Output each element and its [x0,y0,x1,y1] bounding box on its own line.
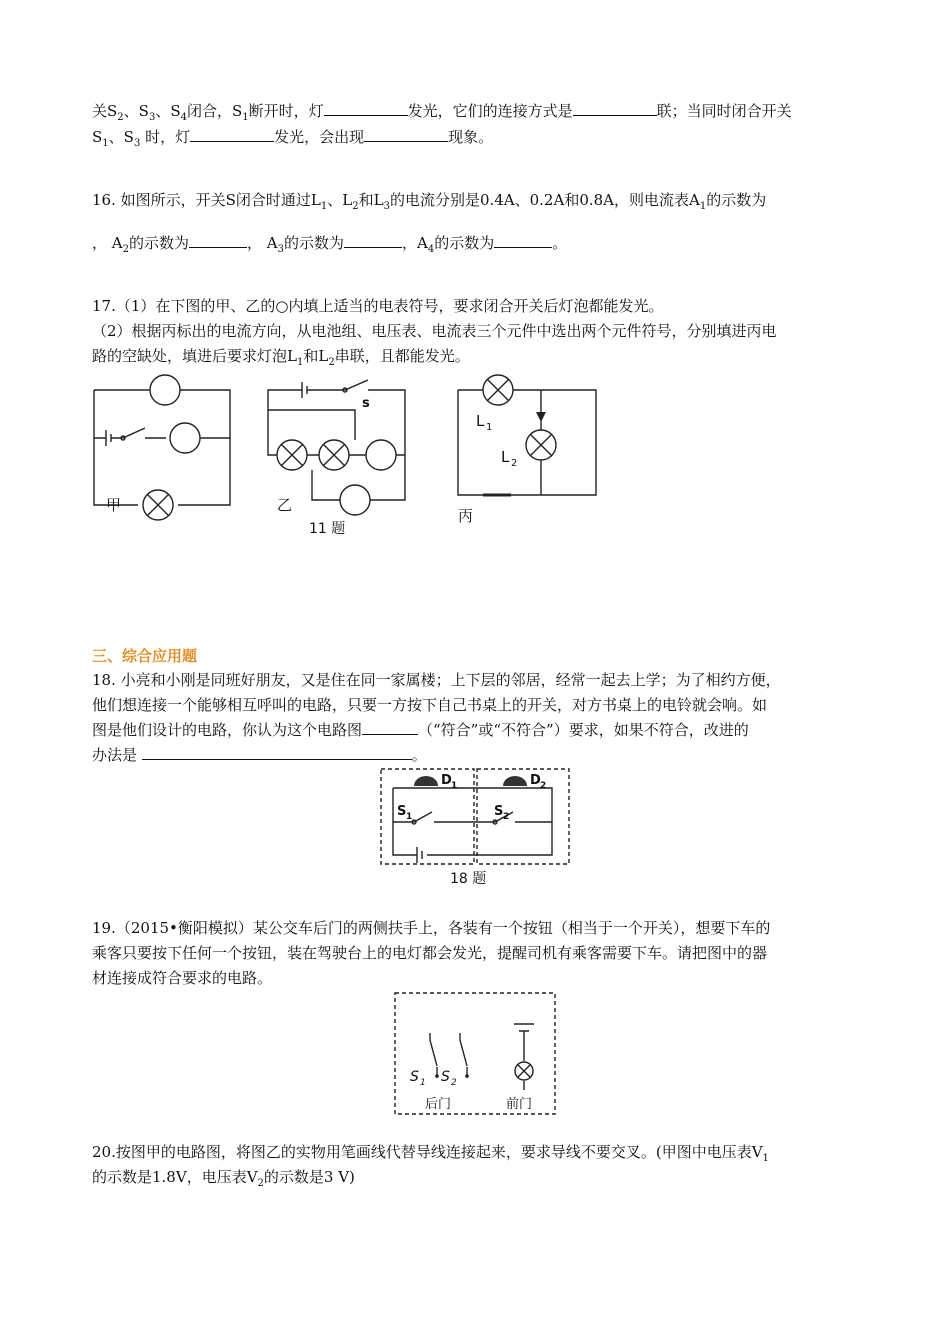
label-s1-sub: 1 [406,812,413,822]
terminal-dot [465,1074,469,1078]
q17-sub: 2 [328,357,335,368]
label-yi: 乙 [277,496,293,514]
q18-line-1: 18. 小亮和小刚是同班好朋友，又是住在同一家属楼；上下层的邻居，经常一起去上学；为了相约方便， [92,671,781,689]
section-heading: 三、综合应用题 [92,647,198,665]
label-l1-sub: 1 [486,422,493,433]
label-s2: S [441,1069,450,1085]
q16-text: 的示数为 [283,234,344,252]
label-back-door: 后门 [425,1097,452,1112]
label-d2-sub: 2 [540,781,547,791]
label-d1-sub: 1 [451,781,458,791]
q15-text: 发光，它们的连接方式是 [407,102,573,120]
figure-caption: 18 题 [450,871,487,887]
label-l2-sub: 2 [511,458,518,469]
label-s2-sub: 2 [503,812,510,822]
lamp-cross [518,1065,530,1077]
switch-s1 [430,1033,437,1078]
q16-text: ， A [247,234,278,252]
q15-sub: 4 [180,112,187,123]
label-s1: S [397,804,407,819]
q15-text: 、S [155,102,181,120]
q15-text: 时，灯 [140,128,191,146]
label-l1: L [476,412,485,430]
label-s1-sub: 1 [420,1078,426,1088]
bus-box [395,993,555,1114]
q16-text: ， A [92,234,123,252]
q16-text: 的电流分别是0.4A、0.2A和0.8A，则电流表A [389,191,700,209]
label-d1: D [441,773,452,788]
q15-sub: 1 [102,138,109,149]
q20-text: 20.按图甲的电路图，将图乙的实物用笔画线代替导线连接起来，要求导线不要交叉。(甲图中电压表V [92,1143,763,1161]
q20-sub: 2 [257,1178,264,1189]
q15-text: 现象。 [448,128,494,146]
q20-line-2 [92,1167,355,1194]
q16-sub: 2 [122,244,129,255]
q15-sub: 1 [242,112,249,123]
label-s2-sub: 2 [451,1078,457,1088]
q17-text: 路的空缺处，填进后要求灯泡L [92,347,297,365]
q18-text: （“符合”或“不符合”）要求，如果不符合，改进的 [418,721,749,739]
q15-text: 闭合，S [186,102,243,120]
q18-text: 图是他们设计的电路，你认为这个电路图 [92,721,363,739]
q16-text: 的示数为 [434,234,495,252]
q20-text: 的示数是3 V) [263,1168,355,1186]
label-front-door: 前门 [506,1097,533,1112]
q19-line-1: 19.（2015•衡阳模拟）某公交车后门的两侧扶手上，各装有一个按钮（相当于一个开关），想要下车的 [92,919,771,937]
q18-text: 。 [411,746,427,764]
q16-text: 的示数为 [128,234,189,252]
q15-text: 发光，会出现 [274,128,365,146]
label-s1: S [410,1069,419,1085]
q16-text: 和L [358,191,384,209]
q17-line-1: 17.（1）在下图的甲、乙的○内填上适当的电表符号，要求闭合开关后灯泡都能发光。 [92,297,664,315]
q16-text: 、L [327,191,353,209]
label-s2: S [494,804,504,819]
q20-line-1 [92,1142,769,1169]
label-bing: 丙 [458,507,474,525]
q15-text: 联；当同时闭合开关 [656,102,792,120]
q15-sub: 3 [148,112,156,123]
q16-sub: 2 [352,201,359,212]
q16-text: 。 [552,234,568,252]
q15-text: S [92,128,103,146]
q15-text: 断开时，灯 [248,102,324,120]
q20-sub: 1 [762,1153,769,1164]
q15-sub: 2 [117,112,124,123]
q16-sub: 4 [427,244,435,255]
q19-line-3: 材连接成符合要求的电路。 [92,969,273,987]
q18-line-2: 他们想连接一个能够相互呼叫的电路，只要一方按下自己书桌上的开关，对方书桌上的电铃就会响。如 [92,696,768,714]
q16-text: ，A [402,234,428,252]
figure-caption: 11 题 [309,521,346,537]
q19-line-2: 乘客只要按下任何一个按钮，装在驾驶台上的电灯都会发光，提醒司机有乘客需要下车。请把图中的器 [92,944,768,962]
terminal-dot [435,1074,439,1078]
q17-line-2: （2）根据丙标出的电流方向，从电池组、电压表、电流表三个元件中选出两个元件符号，分别填进丙电 [92,322,777,340]
q15-sub: 3 [133,138,141,149]
q17-text: 串联，且都能发光。 [334,347,470,365]
q20-text: 的示数是1.8V，电压表V [92,1168,258,1186]
q17-sub: 1 [296,357,304,368]
label-jia: 甲 [106,496,122,514]
q16-sub: 3 [383,201,390,212]
label-switch-s: s [362,396,370,411]
q16-text: 的示数为 [706,191,767,209]
q16-text: 16. 如图所示，开关S闭合时通过L [92,191,321,209]
label-d2: D [530,773,541,788]
q16-sub: 1 [320,201,328,212]
switch-s2 [460,1033,467,1078]
label-l2: L [501,448,510,466]
q15-text: 、S [123,102,149,120]
q16-sub: 1 [699,201,707,212]
q15-text: 关S [92,102,118,120]
q18-text: 办法是 [92,746,142,764]
q17-text: 和L [303,347,329,365]
q15-text: 、S [108,128,134,146]
q16-sub: 3 [277,244,284,255]
